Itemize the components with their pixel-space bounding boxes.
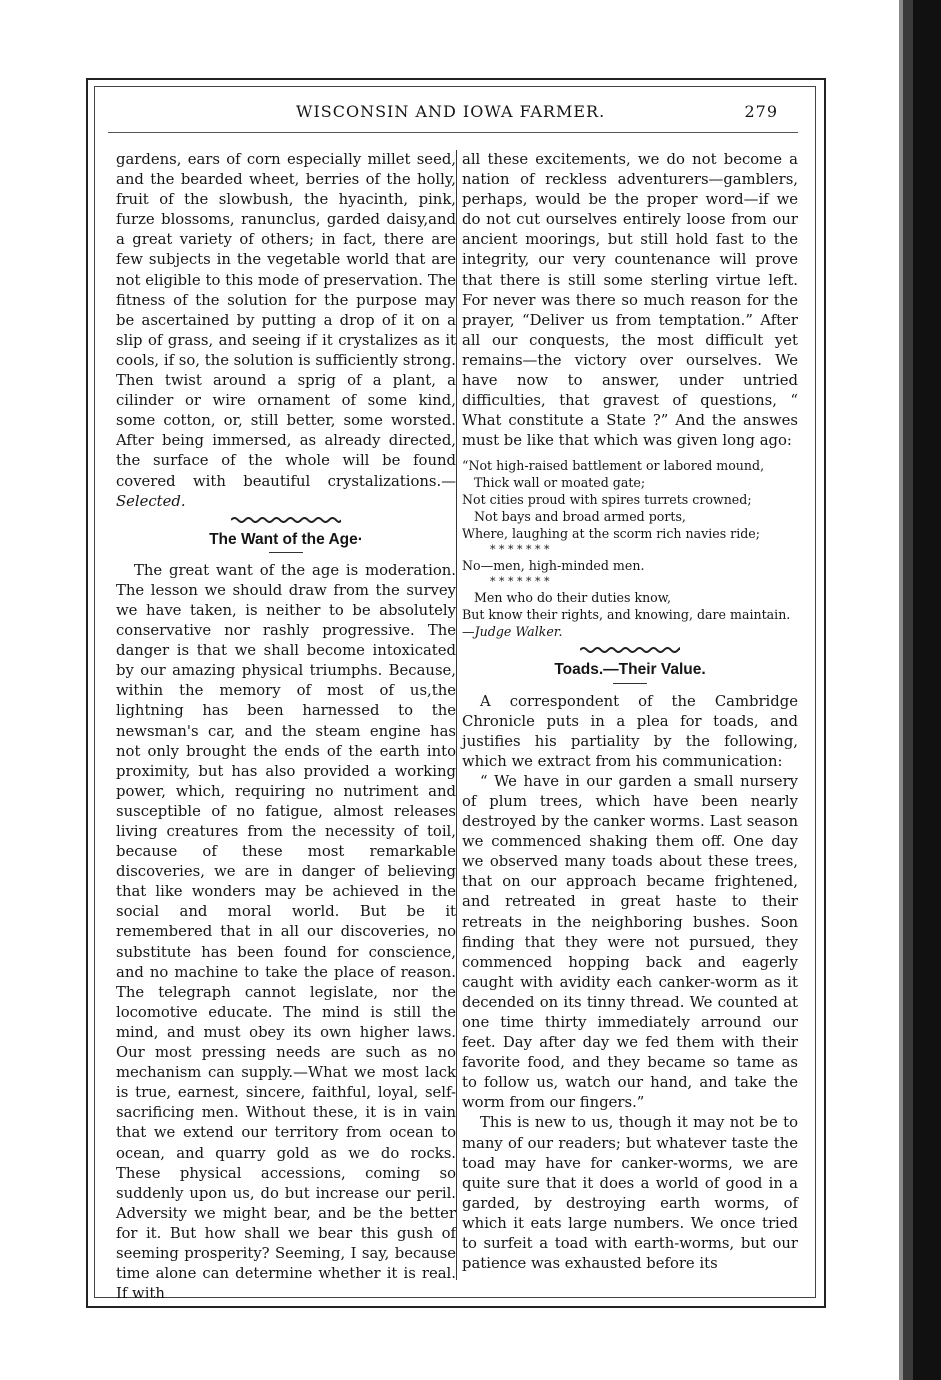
left-column [116,150,456,1304]
paragraph-text: gardens, ears of corn especially millet seed, and the bearded wheet, berries of the holly, fruit of the slowbush, the hyacinth, pink, furze blossoms, ranunclus, garded daisy,and a great variety of others; in fact, there are few subjects in the vegetable world that are not eligible to this mode of preservation. The fitness of the solution for the purpose may be ascertained by putting a drop of it on a slip of grass, and seeing if it crystalizes as it cools, if so, the solution is sufficiently strong. Then twist around a sprig of a plant, a cilinder or wire ornament of some kind, some cotton, or, still better, some worsted. After being immersed, as already directed, the surface of the whole will be found covered with beautiful crystalizations.— [116,151,456,490]
poem-line: Not cities proud with spires turrets crowned; [462,492,752,508]
article-heading: Toads.—Their Value. [554,661,706,679]
paragraph: A correspondent of the Cambridge Chronicle puts in a plea for toads, and justifies his partiality by the following, which we extract from his communication: [462,692,798,770]
paragraph: This is new to us, though it may not be to many of our readers; but whatever taste the toad may have for canker-worms, we are quite sure that it does a world of good in a garded, by destroying earth worms, of which it eats large numbers. We once tried to surfeit a toad with earth-worms, but our patience was exhausted before its [462,1114,798,1273]
poem-line [462,606,798,640]
page-number: 279 [744,102,778,121]
poem-line-text: But know their rights, and knowing, dare maintain.— [462,607,791,640]
paragraph: The great want of the age is moderation. The lesson we should draw from the survey we have taken, is neither to be absolutely conservative nor rashly progressive. The danger is that we shall become intoxicated by our amazing physical triumphs. Because, within the memory of most of us,the lightning has been harnessed to the newsman's car, and the steam engine has not only brought the ends of the earth into proximity, but has also provided a working power, which, requiring no nutriment and susceptible of no fatigue, almost releases living creatures from the necessity of toil, because of these most remarkable discoveries, we are in danger of believing that like wonders may be achieved in the social and moral world. But be it remembered that in all our discoveries, no substitute has been found for conscience, and no machine to take the place of reason. The telegraph cannot legislate, nor the locomotive educate. The mind is still the mind, and must obey its own higher laws. Our most pressing needs are such as no mechanism can supply.—What we most lack is true, earnest, sincere, faithful, loyal, self-sacrificing men. Without these, it is in vain that we extend our territory from ocean to ocean, and quarry gold as we do rocks. These physical accessions, coming so suddenly upon us, do but increase our peril. Adversity we might bear, and be the better for it. But how shall we bear this gush of seeming prosperity? Seeming, I say, because time alone can determine whether it is real. If with [116,561,456,1303]
paragraph: “ We have in our garden a small nursery of plum trees, which have been nearly destroyed by the canker worms. Last season we commenced shaking them off. One day we observed many toads about these trees, that on our approach became frightened, and retreated in great haste to their retreats in the neighboring bushes. Soon finding that they were not pursued, they commenced hopping back and eagerly caught with avidity each canker-worm as it decended on its tinny thread. We counted at one time thirty immediately arround our feet. Day after day we fed them with their favorite food, and they became so tame as to follow us, watch our hand, and take the worm from our fingers.” [462,772,798,1112]
wavy-ornament [462,646,798,654]
journal-title: WISCONSIN AND IOWA FARMER. [296,102,606,121]
source-credit: Selected. [116,492,186,510]
poem-line: Where, laughing at the scorm rich navies ride; [462,526,760,542]
right-column [462,150,798,1274]
poem-ellipsis-stars: * * * * * * * [490,575,550,589]
poem-quote [462,457,798,640]
short-rule [269,552,303,553]
poem-ellipsis-stars: * * * * * * * [490,543,550,557]
poem-line: Not bays and broad armed ports, [474,509,686,525]
header-rule [108,132,798,133]
running-header [110,102,800,128]
poem-line: Thick wall or moated gate; [474,475,646,491]
paragraph [116,150,456,512]
poem-line: No—men, high-minded men. [462,558,645,574]
poem-line: Men who do their duties know, [474,590,672,606]
paragraph: all these excitements, we do not become a nation of reckless adventurers—gamblers, perhaps, would be the proper word—if we do not cut ourselves entirely loose from our ancient moorings, but still hold fast to the integrity, our very countenance will prove that there is still some sterling virtue left. For never was there so much reason for the prayer, “Deliver us from temptation.” After all our conquests, the most difficult yet remains—the victory over ourselves. We have now to answer, under untried difficulties, that gravest of questions, “ What constitute a State ?” And the answes must be like that which was given long ago: [462,151,798,450]
short-rule [613,683,647,684]
binding-edge [913,0,941,1380]
binding-shadow [903,0,913,1380]
column-divider [456,150,457,1280]
poem-line: “Not high-raised battlement or labored mound, [462,458,765,474]
wavy-ornament [116,516,456,524]
article-heading: The Want of the Age· [209,530,363,548]
poem-attribution: Judge Walker. [474,624,563,640]
